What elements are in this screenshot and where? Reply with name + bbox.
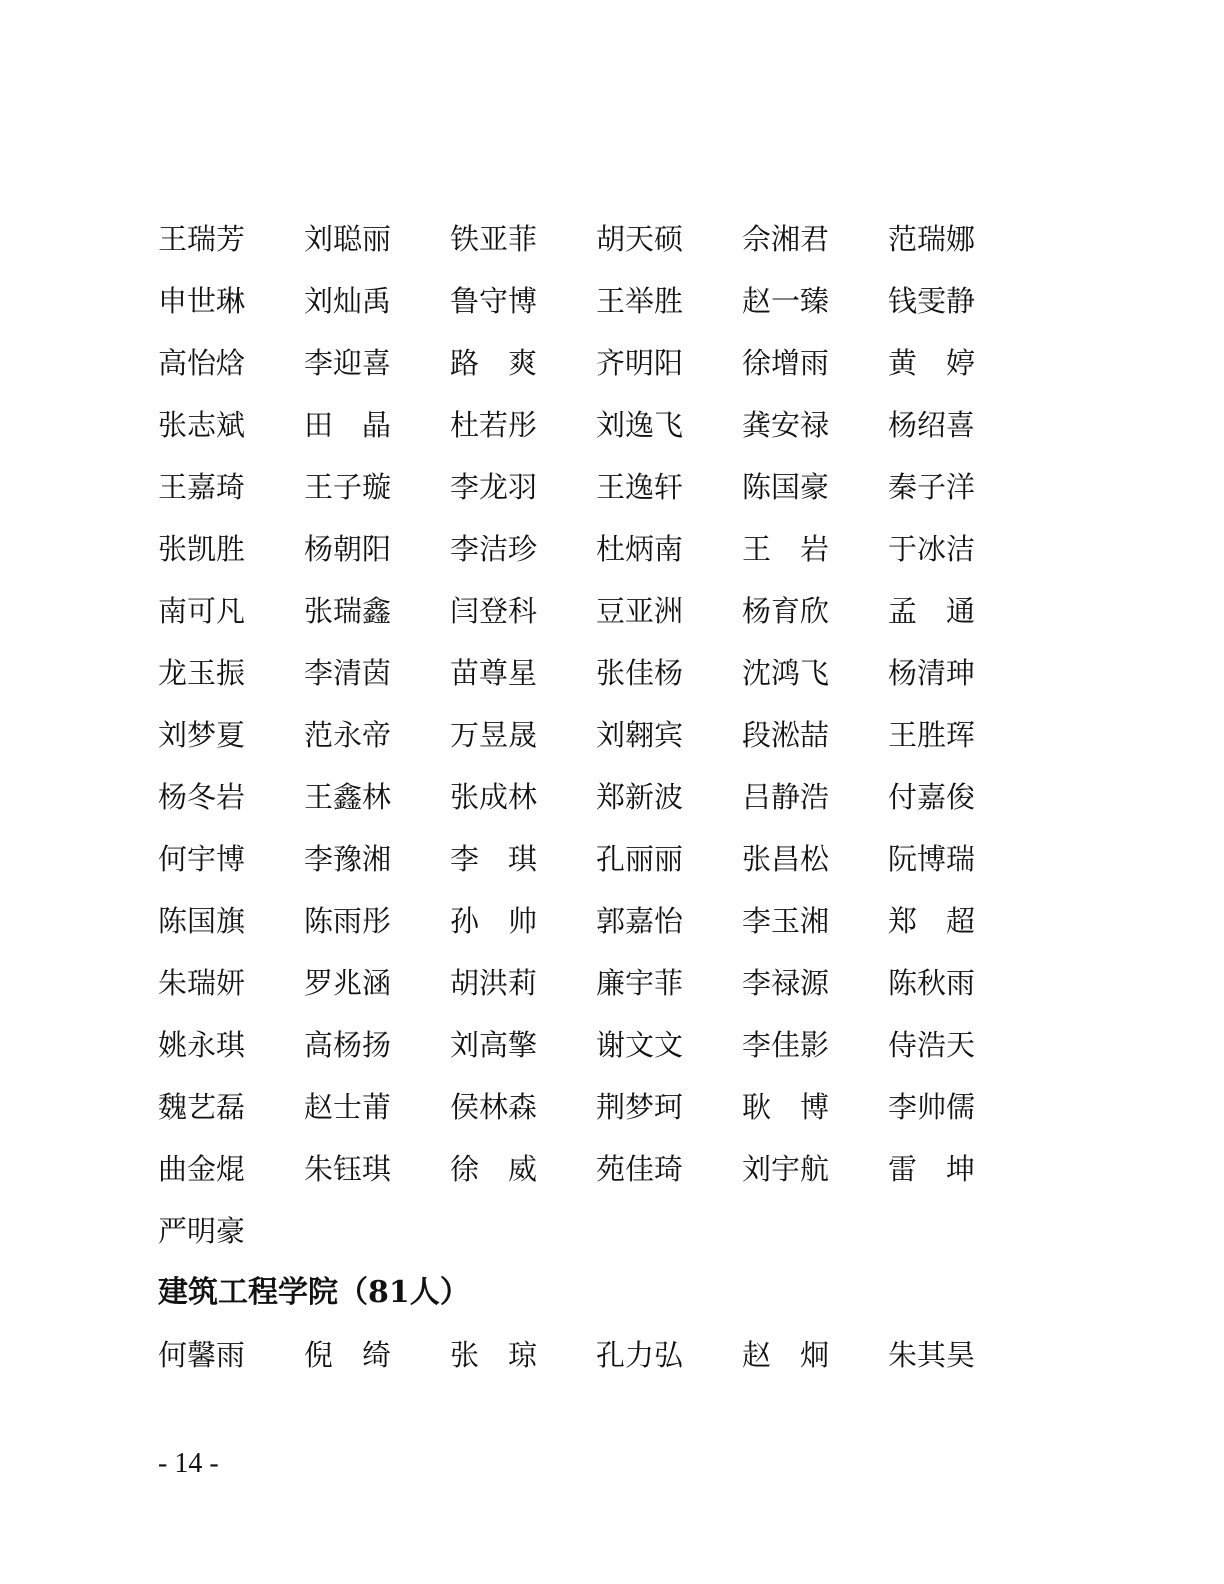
student-name: 何宇博 <box>158 842 246 876</box>
student-name: 高杨扬 <box>304 1028 392 1062</box>
student-name: 侍浩天 <box>888 1028 976 1062</box>
student-name: 耿 博 <box>742 1090 830 1124</box>
student-name: 申世琳 <box>158 284 246 318</box>
student-name: 李豫湘 <box>304 842 392 876</box>
student-name: 钱雯静 <box>888 284 976 318</box>
student-name: 万昱晟 <box>450 718 538 752</box>
student-name: 范永帝 <box>304 718 392 752</box>
student-name: 刘宇航 <box>742 1152 830 1186</box>
student-name: 刘梦夏 <box>158 718 246 752</box>
student-name: 阮博瑞 <box>888 842 976 876</box>
student-name: 杜若彤 <box>450 408 538 442</box>
student-name: 杨绍喜 <box>888 408 976 442</box>
student-name: 王瑞芳 <box>158 222 246 256</box>
name-row <box>158 585 1058 647</box>
section-heading: 建筑工程学院（81人） <box>158 1275 470 1310</box>
student-name: 李帅儒 <box>888 1090 976 1124</box>
student-name: 李迎喜 <box>304 346 392 380</box>
student-name: 于冰洁 <box>888 532 976 566</box>
student-name: 王嘉琦 <box>158 470 246 504</box>
student-name: 张瑞鑫 <box>304 594 392 628</box>
student-name: 孔力弘 <box>596 1338 684 1372</box>
student-name: 齐明阳 <box>596 346 684 380</box>
student-name: 雷 坤 <box>888 1152 976 1186</box>
page-number: - 14 - <box>158 1448 219 1479</box>
student-name: 何馨雨 <box>158 1338 246 1372</box>
student-name: 杜炳南 <box>596 532 684 566</box>
student-name: 孙 帅 <box>450 904 538 938</box>
student-name: 刘高擎 <box>450 1028 538 1062</box>
student-name: 严明豪 <box>158 1214 246 1248</box>
student-name: 张佳杨 <box>596 656 684 690</box>
student-name: 李洁珍 <box>450 532 538 566</box>
student-name: 徐 威 <box>450 1152 538 1186</box>
name-row <box>158 957 1058 1019</box>
student-name: 范瑞娜 <box>888 222 976 256</box>
student-name: 南可凡 <box>158 594 246 628</box>
name-list <box>158 213 1058 1391</box>
student-name: 高怡焓 <box>158 346 246 380</box>
student-name: 张昌松 <box>742 842 830 876</box>
student-name: 李佳影 <box>742 1028 830 1062</box>
student-name: 廉宇菲 <box>596 966 684 1000</box>
student-name: 佘湘君 <box>742 222 830 256</box>
student-name: 朱其昊 <box>888 1338 976 1372</box>
student-name: 杨育欣 <box>742 594 830 628</box>
name-row <box>158 1329 1058 1391</box>
student-name: 杨朝阳 <box>304 532 392 566</box>
student-name: 张成林 <box>450 780 538 814</box>
student-name: 孟 通 <box>888 594 976 628</box>
student-name: 赵士莆 <box>304 1090 392 1124</box>
student-name: 赵 炯 <box>742 1338 830 1372</box>
student-name: 王胜珲 <box>888 718 976 752</box>
student-name: 铁亚菲 <box>450 222 538 256</box>
name-row <box>158 337 1058 399</box>
name-row <box>158 895 1058 957</box>
student-name: 苗尊星 <box>450 656 538 690</box>
student-name: 秦子洋 <box>888 470 976 504</box>
student-name: 李禄源 <box>742 966 830 1000</box>
name-row <box>158 1205 1058 1267</box>
student-name: 王子璇 <box>304 470 392 504</box>
student-name: 陈国旗 <box>158 904 246 938</box>
student-name: 吕静浩 <box>742 780 830 814</box>
student-name: 胡洪莉 <box>450 966 538 1000</box>
student-name: 李龙羽 <box>450 470 538 504</box>
student-name: 张志斌 <box>158 408 246 442</box>
name-row <box>158 399 1058 461</box>
student-name: 赵一臻 <box>742 284 830 318</box>
student-name: 陈秋雨 <box>888 966 976 1000</box>
student-name: 倪 绮 <box>304 1338 392 1372</box>
student-name: 王 岩 <box>742 532 830 566</box>
name-row <box>158 833 1058 895</box>
student-name: 侯林森 <box>450 1090 538 1124</box>
student-name: 杨清珅 <box>888 656 976 690</box>
student-name: 谢文文 <box>596 1028 684 1062</box>
student-name: 朱瑞妍 <box>158 966 246 1000</box>
student-name: 闫登科 <box>450 594 538 628</box>
name-row <box>158 647 1058 709</box>
student-name: 姚永琪 <box>158 1028 246 1062</box>
student-name: 刘翱宾 <box>596 718 684 752</box>
student-name: 王逸轩 <box>596 470 684 504</box>
name-row <box>158 523 1058 585</box>
name-row <box>158 1019 1058 1081</box>
student-name: 田 晶 <box>304 408 392 442</box>
student-name: 路 爽 <box>450 346 538 380</box>
student-name: 朱钰琪 <box>304 1152 392 1186</box>
student-name: 张 琼 <box>450 1338 538 1372</box>
student-name: 刘灿禹 <box>304 284 392 318</box>
student-name: 刘逸飞 <box>596 408 684 442</box>
student-name: 李清茵 <box>304 656 392 690</box>
student-name: 豆亚洲 <box>596 594 684 628</box>
name-row <box>158 709 1058 771</box>
name-row <box>158 1143 1058 1205</box>
student-name: 付嘉俊 <box>888 780 976 814</box>
student-name: 李 琪 <box>450 842 538 876</box>
student-name: 张凯胜 <box>158 532 246 566</box>
student-name: 郑新波 <box>596 780 684 814</box>
student-name: 陈国豪 <box>742 470 830 504</box>
student-name: 刘聪丽 <box>304 222 392 256</box>
student-name: 胡天硕 <box>596 222 684 256</box>
name-row <box>158 461 1058 523</box>
student-name: 王鑫林 <box>304 780 392 814</box>
student-name: 陈雨彤 <box>304 904 392 938</box>
student-name: 鲁守博 <box>450 284 538 318</box>
student-name: 孔丽丽 <box>596 842 684 876</box>
student-name: 徐增雨 <box>742 346 830 380</box>
student-name: 郑 超 <box>888 904 976 938</box>
student-name: 王举胜 <box>596 284 684 318</box>
student-name: 龚安禄 <box>742 408 830 442</box>
name-row <box>158 213 1058 275</box>
student-name: 黄 婷 <box>888 346 976 380</box>
student-name: 段淞喆 <box>742 718 830 752</box>
student-name: 魏艺磊 <box>158 1090 246 1124</box>
student-name: 龙玉振 <box>158 656 246 690</box>
student-name: 郭嘉怡 <box>596 904 684 938</box>
name-row <box>158 771 1058 833</box>
student-name: 苑佳琦 <box>596 1152 684 1186</box>
student-name: 李玉湘 <box>742 904 830 938</box>
name-row <box>158 275 1058 337</box>
student-name: 荆梦珂 <box>596 1090 684 1124</box>
student-name: 罗兆涵 <box>304 966 392 1000</box>
student-name: 曲金焜 <box>158 1152 246 1186</box>
name-row <box>158 1081 1058 1143</box>
student-name: 杨冬岩 <box>158 780 246 814</box>
student-name: 沈鸿飞 <box>742 656 830 690</box>
